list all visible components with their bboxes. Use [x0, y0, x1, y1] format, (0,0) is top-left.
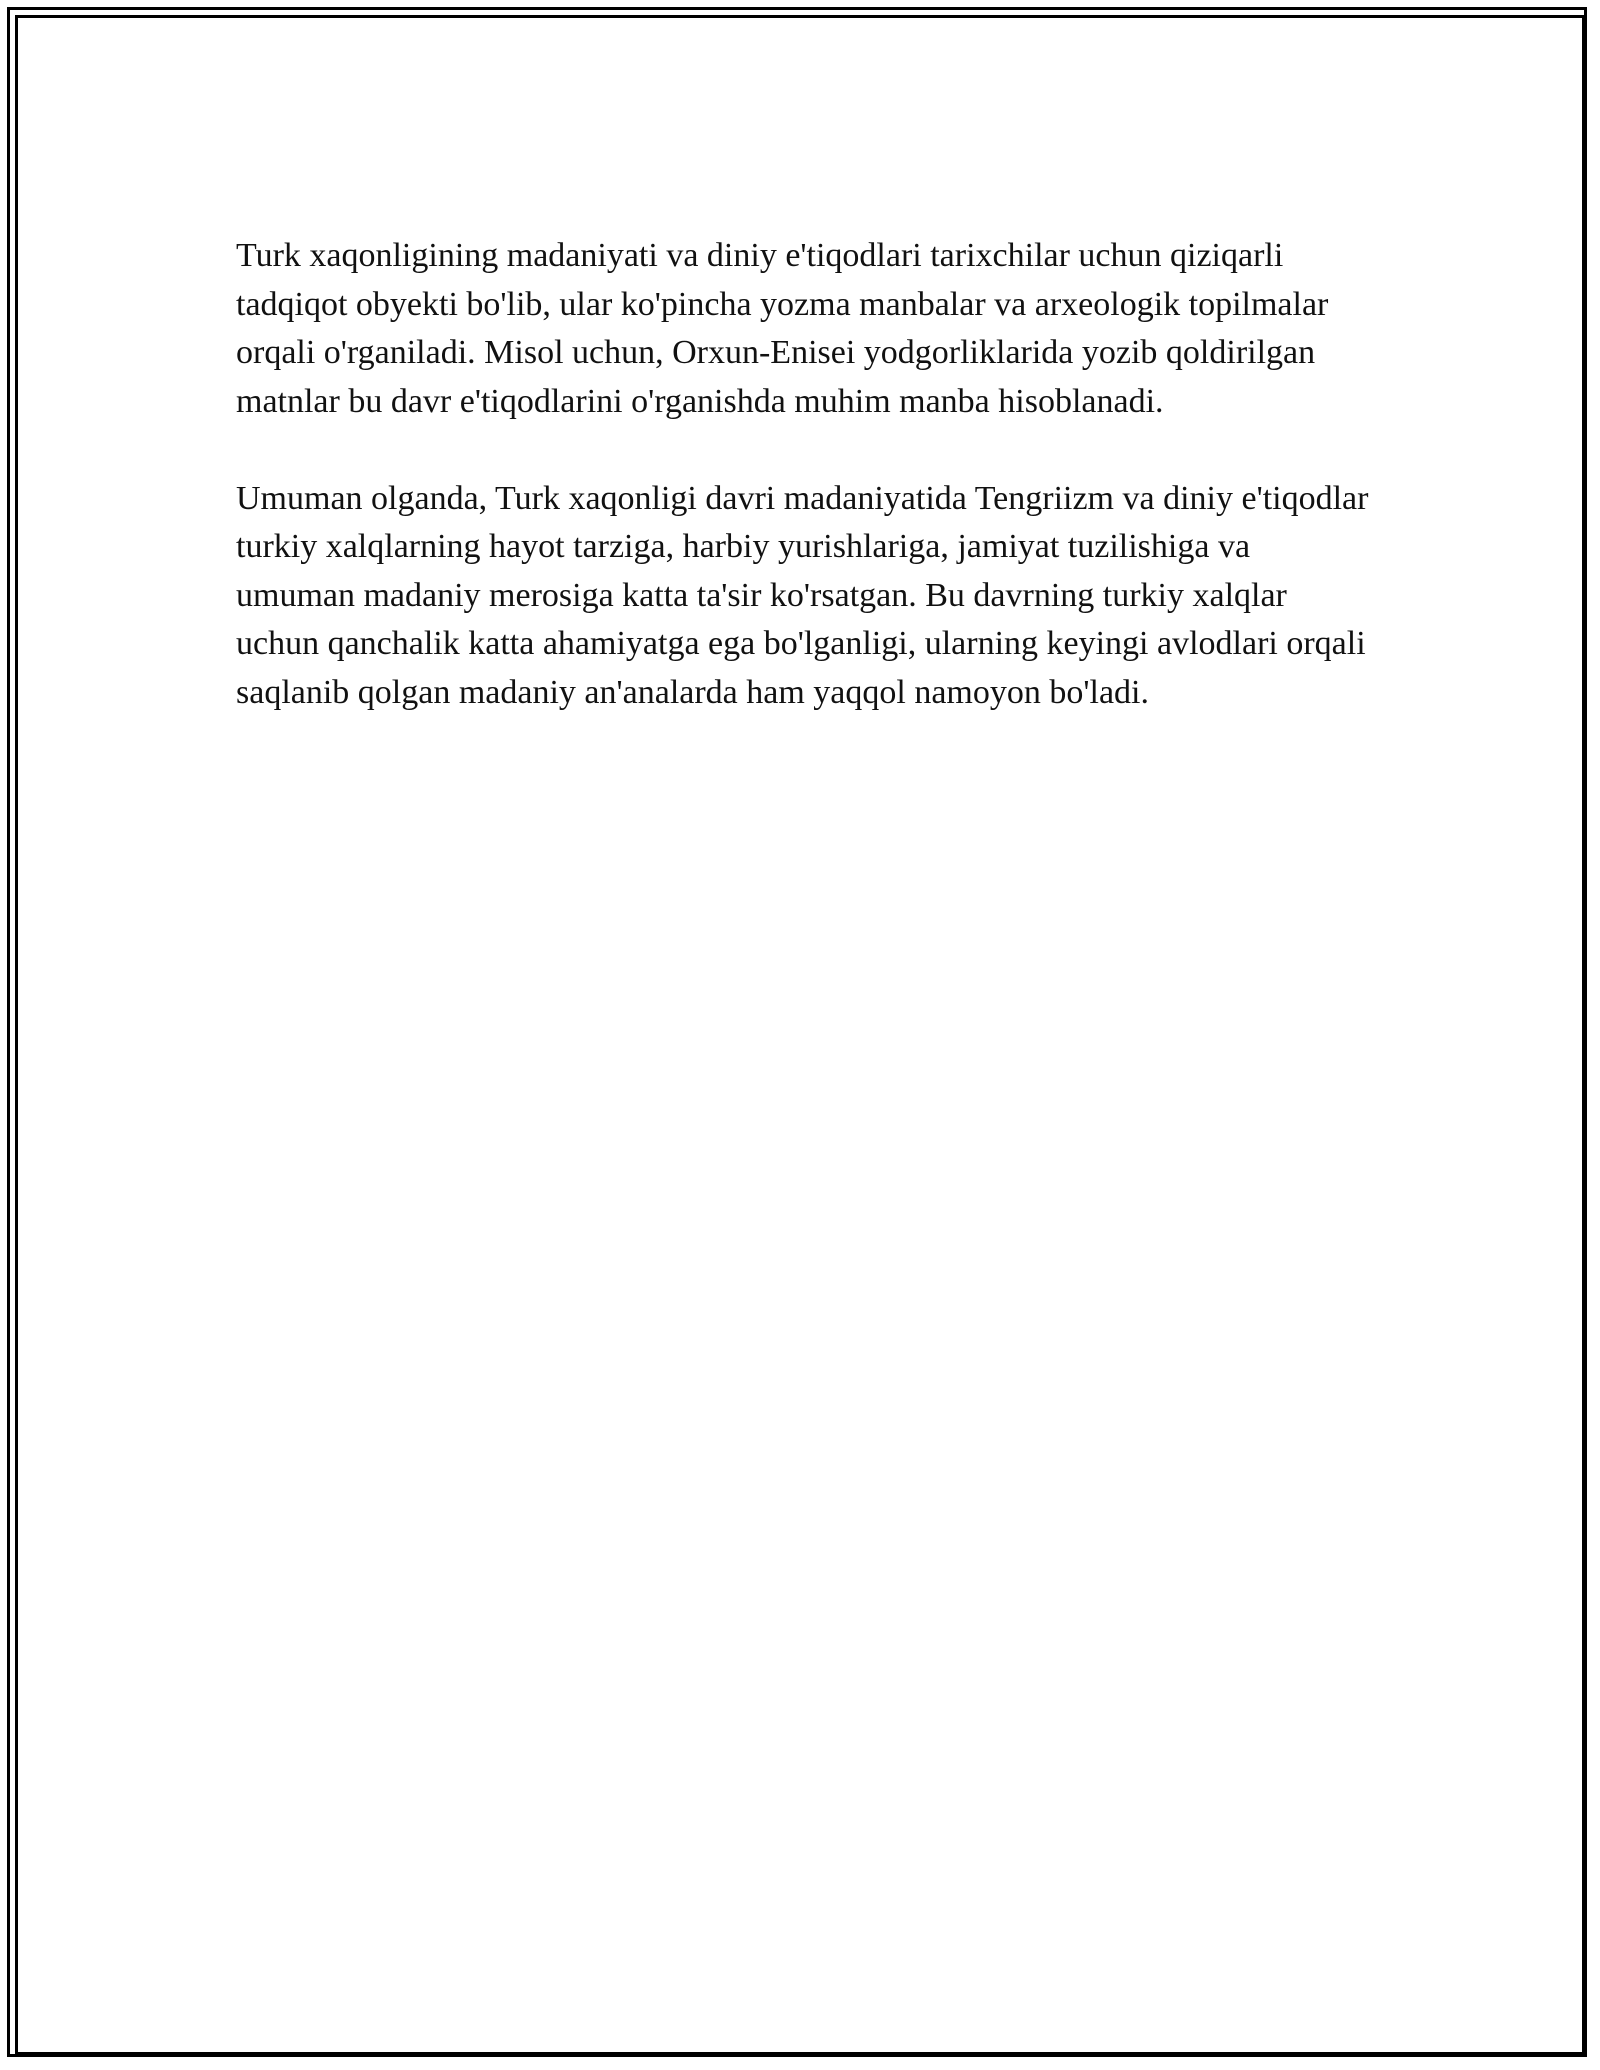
paragraph-2: Umuman olganda, Turk xaqonligi davri madaniyatida Tengriizm va diniy e'tiqodlar turkiy xalqlarning hayot tarziga, harbiy yurishlariga, jamiyat tuzilishiga va umuman madaniy merosiga katta ta'sir ko'rsatgan. Bu davrning turkiy xalqlar uchun qanchalik katta ahamiyatga ega bo'lganligi, ularning keyingi avlodlari orqali saqlanib qolgan madaniy an'analarda ham yaqqol namoyon bo'ladi.	[236, 479, 1369, 711]
paragraph-1: Turk xaqonligining madaniyati va diniy e'tiqodlari tarixchilar uchun qiziqarli tadqiqot obyekti bo'lib, ular ko'pincha yozma manbalar va arxeologik topilmalar orqali o'rganiladi. Misol uchun, Orxun-Enisei yodgorliklarida yozib qoldirilgan matnlar bu davr e'tiqodlarini o'rganishda muhim manba hisoblanadi.	[236, 237, 1329, 420]
document-body	[236, 232, 1376, 766]
